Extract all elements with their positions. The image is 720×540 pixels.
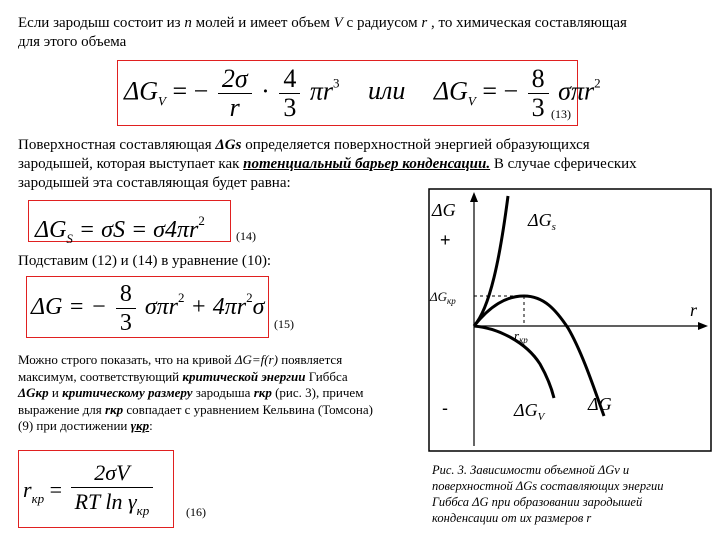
equation-14: $\Delta G_S = \sigma S = \sigma 4\pi r^2$ xyxy=(35,213,205,246)
frac-8-3: $\frac{8}{3}$ xyxy=(528,65,549,122)
plus-sign: + xyxy=(440,230,451,250)
intro-paragraph: Если зародыш состоит из n молей и имеет объем V с радиусом r , то химическая составляющая для этого объема xyxy=(18,15,627,50)
equation-16: $r_{кр}$ = $\frac{2\sigma V}{RT \ln \gamma_{кр}}$ xyxy=(23,459,156,525)
equation-13-box xyxy=(117,60,601,126)
y-axis-label: ΔG xyxy=(432,200,456,220)
frac-2sigma-r: $\frac{2\sigma}{r}$ xyxy=(218,65,252,122)
label-rkr: $r_{кр}$ xyxy=(514,328,528,345)
equation-14-number: (14) xyxy=(236,229,256,243)
gibbs-energy-graph xyxy=(428,188,712,452)
graph-frame xyxy=(429,189,711,451)
equation-15-box xyxy=(26,276,269,338)
substitute-line: Подставим (12) и (14) в уравнение (10): xyxy=(18,253,272,269)
equation-16-box xyxy=(18,450,174,528)
frac-8-3-eq15: $\frac{8}{3}$ xyxy=(116,280,136,337)
equation-14-box xyxy=(28,200,231,246)
frac-4-3: $\frac{4}{3}$ xyxy=(279,65,300,122)
equation-13-number: (13) xyxy=(551,107,571,121)
surface-paragraph: Поверхностная составляющая ΔGs определяется поверхностной энергией образующихся зародышей, которая выступает как потенциальный барьер конденсации. В случае сферических зародышей эта составляющая будет равна: xyxy=(18,137,637,191)
equation-13: $\Delta G_V$ = − $\frac{2\sigma}{r}$ · $\frac{4}{3}$ $\pi r^3$ или $\Delta G_V$ = − $\frac{8}{3}$ σπr$^2$ xyxy=(124,64,601,122)
equation-15-number: (15) xyxy=(274,317,294,331)
maximum-paragraph: Можно строго показать, что на кривой ΔG=f(r) появляется максимум, соответствующий критической энергии Гиббса ΔGкр и критическому размеру зародыша rкр (рис. 3), причем выражение для rкр совпадает с уравнением Кельвина (Томсона) (9) при достижении γкр: xyxy=(18,352,373,433)
equation-15: ΔG = − $\frac{8}{3}$ $\sigma\pi r^2 + 4\pi r^2\sigma$ xyxy=(31,281,265,336)
label-dgkr: $\Delta G_{кр}$ xyxy=(430,289,456,306)
equation-16-number: (16) xyxy=(186,505,206,519)
label-dgs: $\Delta G_s$ xyxy=(528,210,556,233)
figure-caption: Рис. 3. Зависимости объемной ΔGv и поверхностной ΔGs составляющих энергии Гиббса ΔG при образовании зародышей конденсации от их размеров r xyxy=(432,463,664,525)
label-dg: ΔG xyxy=(588,394,612,414)
x-axis-label: r xyxy=(690,300,698,320)
label-dgv: $\Delta G_V$ xyxy=(514,400,545,423)
minus-sign: - xyxy=(442,398,448,418)
frac-2sigmaV: $\frac{2\sigma V}{RT \ln \gamma_{кр}}$ xyxy=(71,459,154,525)
